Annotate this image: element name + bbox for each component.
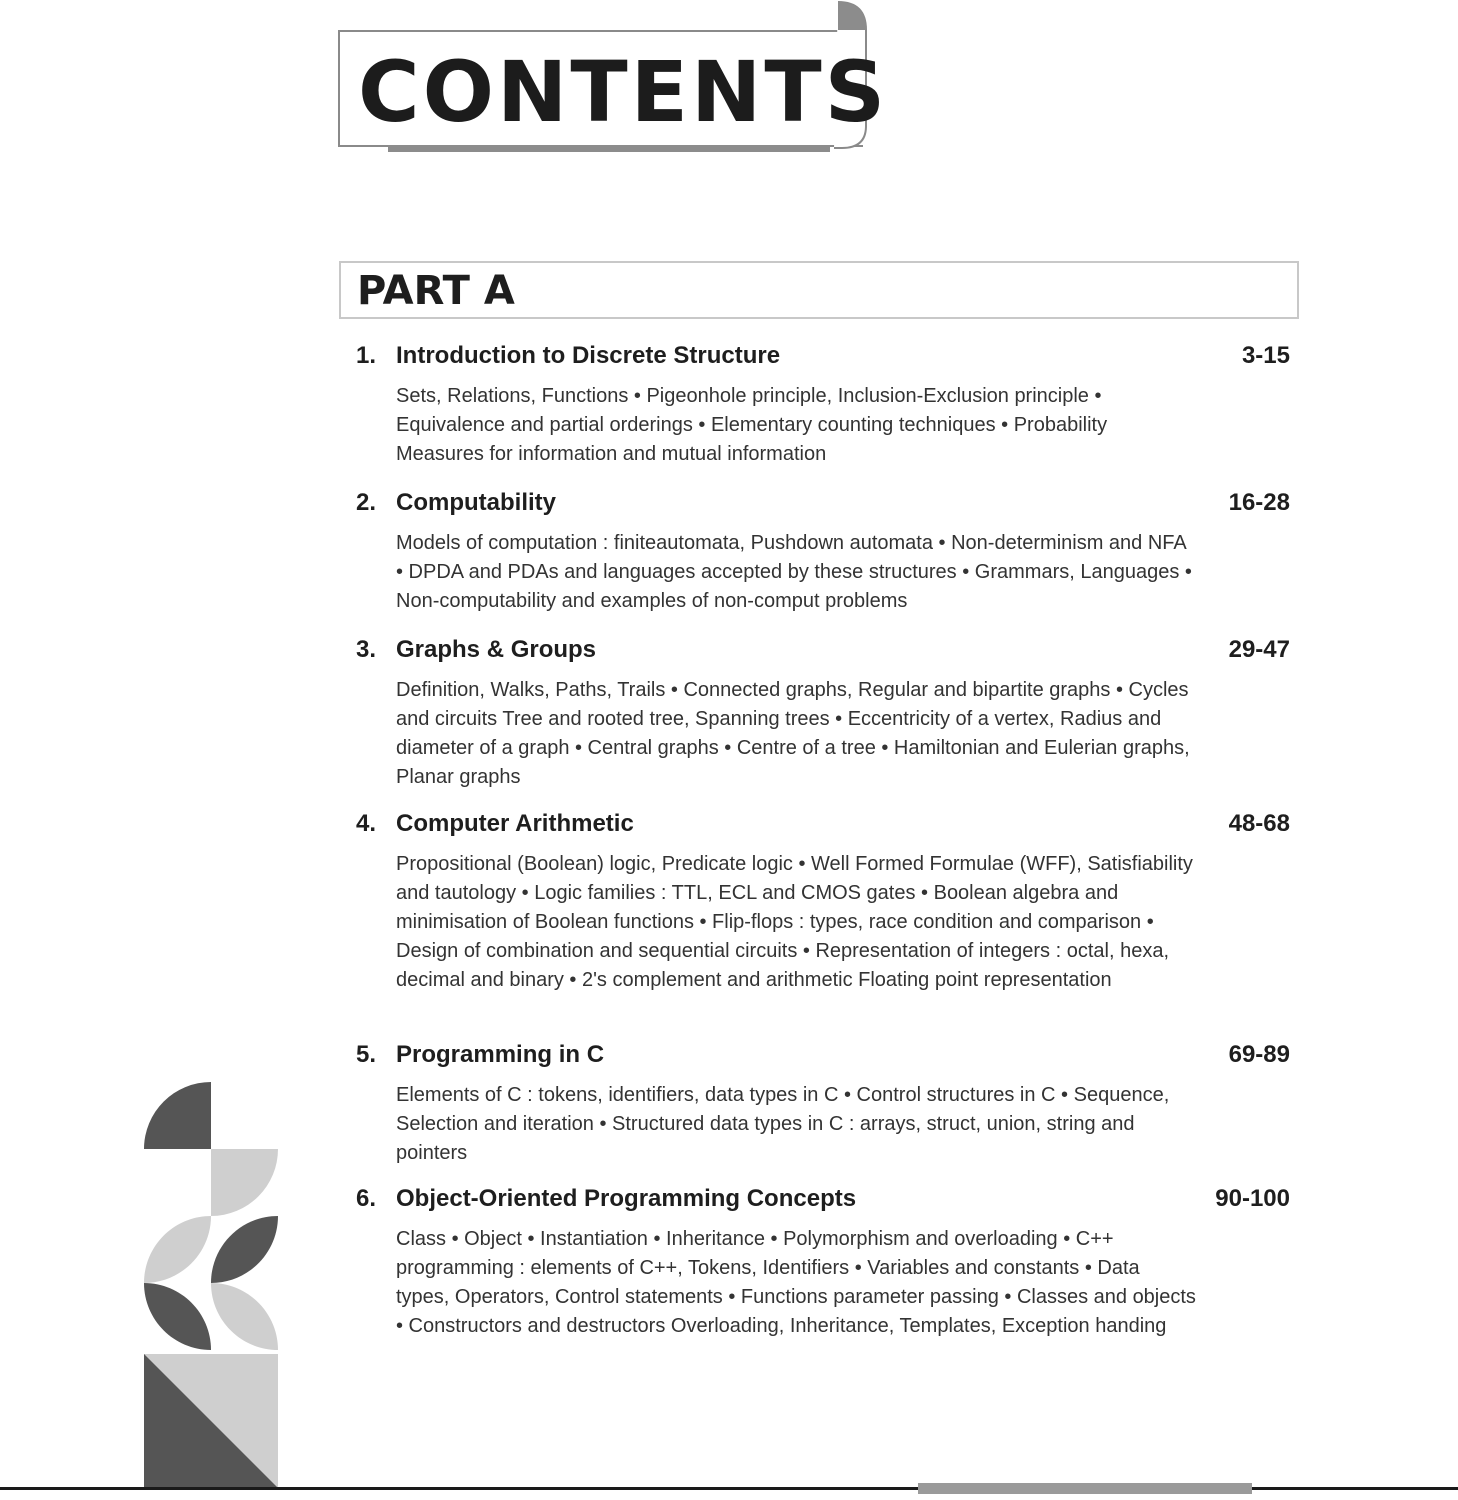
- chapter-topics: Propositional (Boolean) logic, Predicate logic • Well Formed Formulae (WFF), Satisfiability and tautology • Logic families : TTL, ECL and CMOS gates • Boolean algebra and minimisation of Boolean functions • Flip-flops : types, race condition and comparison • Design of combination and sequential circuits • Representation of integers : octal, hexa, decimal and binary • 2's complement and arithmetic Floating point representation: [396, 853, 1193, 991]
- chapter-pages: 90-100: [1215, 1185, 1290, 1212]
- chapter-pages: 48-68: [1228, 810, 1290, 837]
- part-label: PART A: [357, 268, 515, 314]
- toc-entry[interactable]: [356, 636, 1296, 792]
- toc-entry-heading: [356, 342, 1296, 378]
- chapter-pages: 3-15: [1241, 342, 1290, 369]
- geometric-leaf-decoration: [144, 1082, 280, 1488]
- chapter-pages: 29-47: [1228, 636, 1290, 663]
- chapter-title: Graphs & Groups: [396, 636, 597, 663]
- chapter-topics: Models of computation : finiteautomata, Pushdown automata • Non-determinism and NFA • DPDA and PDAs and languages accepted by these structures • Grammars, Languages • Non-computability and examples of non-comput problems: [396, 532, 1192, 612]
- chapter-title: Programming in C: [396, 1041, 605, 1068]
- chapter-topics: Elements of C : tokens, identifiers, data types in C • Control structures in C • Sequence, Selection and iteration • Structured data types in C : arrays, struct, union, string and pointers: [396, 1084, 1170, 1164]
- toc-entry-heading: [356, 489, 1296, 525]
- chapter-topics: Sets, Relations, Functions • Pigeonhole principle, Inclusion-Exclusion principle • Equivalence and partial orderings • Elementary counting techniques • Probability Measures for information and mutual information: [396, 385, 1108, 465]
- toc-entry-heading: [356, 810, 1296, 846]
- toc-entry-heading: [356, 636, 1296, 672]
- toc-entry[interactable]: [356, 489, 1296, 616]
- chapter-topics: Class • Object • Instantiation • Inheritance • Polymorphism and overloading • C++ programming : elements of C++, Tokens, Identifiers • Variables and constants • Data types, Operators, Control statements • Functions parameter passing • Classes and objects • Constructors and destructors Overloading, Inheritance, Templates, Exception handing: [396, 1228, 1196, 1337]
- toc-entry[interactable]: [356, 810, 1296, 995]
- toc-entry-heading: [356, 1185, 1296, 1221]
- toc-entry[interactable]: [356, 342, 1296, 469]
- title-underline: [388, 145, 830, 152]
- chapter-number: 1.: [356, 342, 377, 369]
- chapter-pages: 16-28: [1228, 489, 1290, 516]
- chapter-number: 5.: [356, 1041, 377, 1068]
- toc-entry-heading: [356, 1041, 1296, 1077]
- chapter-pages: 69-89: [1228, 1041, 1290, 1068]
- chapter-title: Computer Arithmetic: [396, 810, 634, 837]
- chapter-title: Object-Oriented Programming Concepts: [396, 1185, 857, 1212]
- chapter-number: 2.: [356, 489, 377, 516]
- chapter-topics: Definition, Walks, Paths, Trails • Connected graphs, Regular and bipartite graphs • Cycles and circuits Tree and rooted tree, Spanning trees • Eccentricity of a vertex, Radius and diameter of a graph • Central graphs • Centre of a tree • Hamiltonian and Eulerian graphs, Planar graphs: [396, 679, 1190, 788]
- chapter-number: 4.: [356, 810, 377, 837]
- toc-entry[interactable]: [356, 1041, 1296, 1168]
- chapter-title: Computability: [396, 489, 556, 516]
- footer-accent-bar: [918, 1483, 1252, 1494]
- chapter-number: 6.: [356, 1185, 377, 1212]
- chapter-number: 3.: [356, 636, 377, 663]
- toc-entry[interactable]: [356, 1185, 1296, 1341]
- chapter-title: Introduction to Discrete Structure: [396, 342, 781, 369]
- part-header: [339, 261, 1299, 319]
- page-title: CONTENTS: [358, 43, 889, 141]
